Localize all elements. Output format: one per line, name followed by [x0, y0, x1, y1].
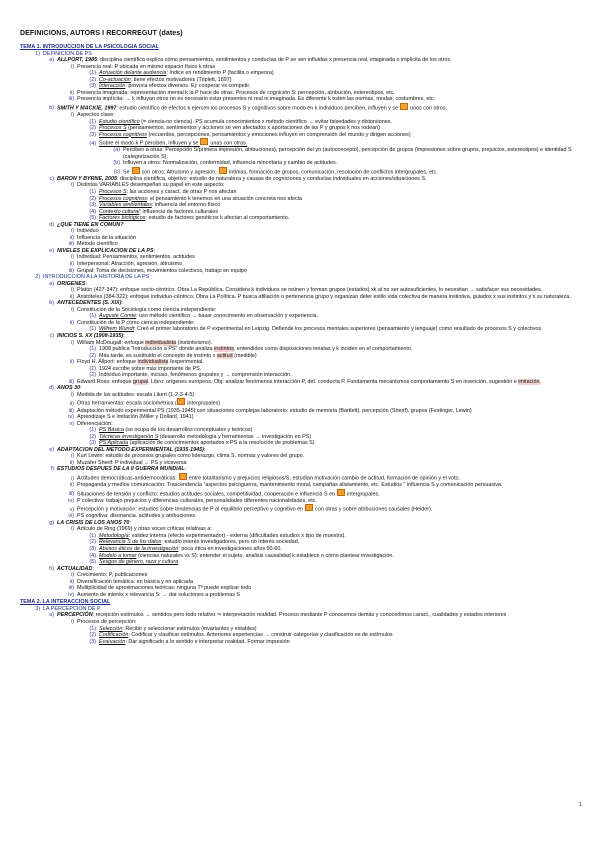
outline-marker: ii) — [69, 261, 74, 267]
outline-text: : — [123, 333, 125, 340]
relation-icon — [219, 167, 227, 174]
outline-text: : validez interna (efecto experimentador) - externa (dificultades estudios x tipo de muestra). — [128, 532, 346, 539]
outline-text: : poca ética en investigaciones años 50-60. — [178, 545, 282, 552]
outline-text: : — [203, 446, 206, 453]
outline-text: . Libro: orígenes europeos. Obj: analizar fenómenos interacción P, det. conducta P. Fundamenta mecanismos comportamiento S en invención, sugestión e — [148, 378, 519, 385]
outline-text: Sobre el modo k P perciben, influyen y se — [99, 140, 200, 147]
outline-marker: i) — [71, 391, 74, 398]
outline-text: Crecimiento: P, publicaciones — [77, 572, 148, 579]
outline-text: Modelo a tomar — [99, 552, 137, 559]
outline-text: INTRODUCCIÓN A LA HISTORIA DE LA PS — [43, 274, 150, 281]
outline-marker: (1) — [89, 346, 96, 353]
outline-text: Influyen a otros: Normalización, conformidad, influencia minoritaria y cambio de actitudes. — [123, 160, 338, 167]
outline-text: ADAPTACIÓN DEL MÉTODO EXPERIMENTAL (1935-1945) — [57, 446, 204, 453]
outline-text: Medida de las actitudes: escala Likert (1-2-3-4-5) — [77, 391, 195, 398]
relation-icon — [177, 398, 185, 405]
outline-text: : — [184, 466, 187, 473]
outline-text: Grupal: Toma de decisiones, movimientos colectivos, trabajo en equipo — [77, 267, 247, 274]
outline-marker: (c) — [113, 169, 120, 176]
outline-item — [20, 103, 586, 112]
outline-text: Selección — [99, 625, 123, 632]
outline-text: : uso método científico → basar conocimiento en observación y experiencia. — [136, 313, 319, 320]
outline-text: , entendidos como disposiciones innatas y k inciden en el comportamiento. — [233, 346, 413, 353]
outline-marker: (3) — [89, 545, 96, 552]
outline-text: : — [153, 247, 156, 254]
outline-text: TEMA 2. LA INTERACCIÓN SOCIAL — [20, 599, 111, 606]
outline-marker: a) — [49, 280, 54, 287]
outline-marker: i) — [71, 475, 74, 482]
outline-marker: (1) — [89, 313, 96, 320]
outline-text: Procesos cognitivos — [99, 195, 147, 202]
outline-text: individualista — [137, 359, 169, 366]
outline-marker: vi) — [68, 513, 74, 520]
outline-text: Interacción — [99, 83, 126, 90]
outline-text: : — [92, 565, 94, 572]
outline-marker: v) — [69, 420, 74, 427]
outline-text: : — [129, 519, 131, 526]
outline-text: LA CRISIS DE LOS AÑOS 70 — [57, 519, 130, 526]
outline-text: 1908 publica "Introducción a PS" donde analiza — [99, 346, 215, 353]
outline-marker: (1) — [89, 326, 96, 333]
outline-marker: 1) — [35, 50, 40, 57]
outline-marker: f) — [50, 466, 54, 473]
outline-text: Wilhem Wundt — [99, 326, 134, 333]
outline-text: unas con otras. — [208, 140, 248, 147]
outline-marker: (3) — [89, 131, 96, 138]
outline-text: DEFINICIÓN DE PS — [43, 50, 92, 57]
outline-text: Kurt Lewin: estudio de procesos grupales como liderazgo, clima S, normas y valores del grupo. — [77, 453, 305, 460]
outline-marker: (2) — [89, 632, 96, 639]
outline-text: Actitudes democráticas-antidemocráticas: — [77, 475, 179, 482]
outline-text: Co-actuación — [99, 76, 131, 83]
outline-text: : las acciones y caract. de otras P nos afectan — [126, 188, 237, 195]
outline-text: : influencia del entorno físico — [151, 202, 221, 209]
outline-marker: i) — [71, 339, 74, 346]
outline-text: Constitución de la P como ciencia independiente: — [77, 319, 195, 326]
outline-marker: i) — [71, 182, 74, 189]
outline-text: : estudio científico de efectos k ejercen los procesos S y cognitivos sobre modo en k individuos perciben, influyen y se — [116, 105, 400, 112]
outline-text: : estudio de factores genéticos k afectan al comportamiento. — [145, 215, 290, 222]
outline-text: íntimas, formación de grupos, comunicación, resolución de conflictos intergrupales, etc. — [227, 169, 438, 176]
outline-item — [20, 489, 586, 498]
document-body — [20, 44, 586, 645]
outline-text: Auguste Comte — [99, 313, 137, 320]
outline-marker: (1) — [89, 625, 96, 632]
outline-text: William McDougall: enfoque — [77, 339, 146, 346]
outline-text: : provoca efectos diversos. Ej: cooperar vs competir. — [125, 83, 251, 90]
outline-marker: (b) — [113, 160, 120, 167]
document-title: DEFINICIONS, AUTORS I RECORREGUT (dates) — [20, 30, 183, 37]
outline-marker: i) — [71, 453, 74, 460]
outline-text: : tiene efectos motivadores (Triplett, 1897) — [130, 76, 232, 83]
page-number: 1 — [578, 802, 582, 808]
outline-marker: i) — [71, 287, 74, 294]
outline-text: Relevancia S de los datos — [99, 539, 162, 546]
outline-text: AÑOS 30 — [57, 385, 81, 392]
outline-text: Influencia de la situación — [77, 234, 137, 241]
outline-text: SMITH Y MACKIE, 1997 — [57, 105, 117, 112]
outline-marker: iii) — [68, 491, 74, 498]
outline-marker: (5) — [89, 559, 96, 566]
outline-marker: (3) — [89, 440, 96, 447]
outline-text: Situaciones de tensión y conflicto: estudios actitudes sociales, competitividad, cooperación e influencia S en — [77, 491, 337, 498]
outline-marker: (1) — [89, 532, 96, 539]
outline-text: (ciencias naturales vs S): entender el sujeto, analisis causalidad k establece o cómo plantear investigación. — [136, 552, 394, 559]
outline-text: grupal — [133, 378, 149, 385]
outline-marker: ii) — [69, 293, 74, 300]
outline-text: Diversificación temática: en básica y en aplicada — [77, 578, 193, 585]
outline-text: Estudio científico — [99, 118, 140, 125]
outline-item — [20, 147, 586, 160]
outline-marker: (2) — [89, 76, 96, 83]
outline-text: Aspectos clave: — [77, 111, 115, 118]
outline-marker: e) — [49, 446, 54, 453]
outline-text: actitud — [216, 352, 233, 359]
outline-text: /experimental. — [168, 359, 204, 366]
outline-text: imitación — [518, 378, 540, 385]
outline-marker: a) — [49, 612, 54, 619]
outline-text: Diferenciación: — [77, 420, 113, 427]
outline-text: : Codificar y clasificar estímulos. Anteriores experiencias → construir categorías y clasificación es de estímulos — [128, 632, 393, 639]
outline-text: P colectiva: trabajo prejuicios y diferencias culturales, personalidades diferentes nacionalidades, etc. — [77, 497, 317, 504]
relation-icon — [337, 489, 345, 496]
outline-marker: b) — [49, 300, 54, 307]
outline-marker: ii) — [69, 400, 74, 407]
outline-text: : recepción estímulos → sentidos pero todo relativo ⇒ interpretación realidad. Proceso mediante P conocemos demás y conocerlimos caract., cualidades y estados interiores — [92, 612, 507, 619]
outline-text: Individuo — [77, 228, 99, 235]
outline-text: (instintivismo). — [176, 339, 213, 346]
outline-text: Técnicas investigación S — [99, 433, 159, 440]
outline-marker: i) — [71, 254, 74, 261]
outline-text: con otras y sobre atribuciones causales (Heider). — [313, 506, 433, 513]
outline-text: (medible) — [232, 352, 257, 359]
outline-text: intergrupales. — [345, 491, 380, 498]
outline-text: BARON Y BYRNE, 2005 — [57, 175, 118, 182]
outline-item — [20, 167, 586, 176]
outline-marker: d) — [49, 221, 54, 228]
outline-text: Contexto cultural — [99, 208, 140, 215]
outline-marker: (2) — [89, 433, 96, 440]
outline-marker: iii) — [68, 241, 74, 248]
outline-text: intergrupales) — [185, 400, 221, 407]
outline-marker: d) — [49, 385, 54, 392]
outline-marker: (2) — [89, 125, 96, 132]
outline-marker: (4) — [89, 208, 96, 215]
outline-text: Procesos S — [99, 188, 127, 195]
outline-text: Propaganda y medios comunicación: Trascendencia "aspectos psicoguerra, mantenimiento moral, campañas alistamiento, etc. Estudios " influencia S y comunicación persuasiva. — [77, 482, 503, 489]
outline-text: (recuerdos, percepciones, pensamientos y emociones influyen en comprensión del mundo y dirigen acciones) — [146, 131, 411, 138]
outline-marker: (2) — [89, 372, 96, 379]
outline-text: Individual: Pensamientos, sentimientos, actitudes — [77, 254, 195, 261]
outline-marker: (a) — [113, 147, 120, 154]
outline-text: Multiplicidad de aproximaciones teóricas: ninguna Tª puede explicar todo — [77, 585, 252, 592]
outline-text: Aumento de interés x relevancia S: → dar soluciones a problemas S — [77, 591, 241, 598]
outline-item — [20, 504, 586, 513]
outline-text: Individuo importante, incluso, fenómenos grupales y → comprensión interacción. — [99, 372, 292, 379]
outline-text: PS Aplicada — [99, 440, 129, 447]
outline-marker: (5) — [89, 215, 96, 222]
outline-text: Evaluación — [99, 638, 126, 645]
outline-marker: i) — [71, 111, 74, 118]
outline-text: con otros: Altruismo y agresión, — [140, 169, 219, 176]
outline-text: PS Básica — [99, 427, 124, 434]
outline-text: (pensamientos, sentimientos y acciones se ven afectados x aportaciones de las P y grupos k nos rodean) — [126, 125, 380, 132]
outline-item — [20, 138, 586, 147]
outline-marker: i) — [71, 572, 74, 579]
outline-text: ALLPORT, 1985 — [57, 57, 97, 64]
relation-icon — [132, 167, 140, 174]
outline-marker: (3) — [89, 83, 96, 90]
outline-text: (aplicación de conocimientos aportados x PS a la resolución de problemas S) — [128, 440, 315, 447]
outline-text: ANTECEDENTES (S. XIX) — [57, 300, 122, 307]
outline-text: : — [80, 385, 82, 392]
outline-text: Aristóteles (384-322): enfoque individuo-céntrico. Obra La Política. P busca afiliación o pertenencia grupo y organizan deter estilo vida colectiva de manera instintiva, guiados x sus instintos y x su naturaleza. — [77, 293, 571, 300]
outline-marker: (1) — [89, 188, 96, 195]
outline-text: Presencia imaginada: representación mental k la P hace de otras. Procesos de cognición S: percepción, atribución, estereotipos, etc. — [77, 89, 395, 96]
outline-text: entre totalitarismo y prejuicios religiosos/S, estudian motivación cambio de actitud, formación de opinión y el voto. — [187, 475, 460, 482]
outline-text: : el pensamiento k tenemos en una situación concreta nos afecta — [146, 195, 303, 202]
outline-text: : influencia de factores culturales — [139, 208, 218, 215]
outline-marker: c) — [49, 333, 54, 340]
outline-marker: iv) — [68, 591, 74, 598]
outline-text: Edward Ross: enfoque — [77, 378, 134, 385]
outline-item — [20, 482, 586, 489]
outline-marker: i) — [71, 228, 74, 235]
outline-text: Constitución de la Sociología como ciencia independiente: — [77, 306, 217, 313]
outline-text: LA PERCEPCIÓN DE P — [43, 605, 101, 612]
outline-marker: (2) — [89, 539, 96, 546]
outline-marker: (1) — [89, 427, 96, 434]
outline-marker: (2) — [89, 352, 96, 359]
outline-text: Método científico — [77, 241, 118, 248]
outline-text: Actuación delante audiencia — [99, 70, 167, 77]
outline-marker: c) — [49, 175, 54, 182]
outline-marker: iii) — [68, 407, 74, 414]
outline-marker: i) — [71, 618, 74, 625]
outline-text: Abusos éticos de la investigación — [99, 545, 179, 552]
outline-text: Metodología — [99, 532, 129, 539]
outline-marker: g) — [49, 519, 54, 526]
outline-text: Presencia real: P ubicada en mismo espacio físico k otras — [77, 63, 216, 70]
outline-marker: (1) — [89, 70, 96, 77]
outline-marker: 2) — [35, 274, 40, 281]
outline-text: Distintas VARIABLES desempeñan su papel en este aspecto: — [77, 182, 225, 189]
outline-text: : estudio interés investigadores, pero no interés sociedad. — [161, 539, 300, 546]
outline-text: Adaptación método experimental PS (1935-1945) con situaciones complejas laboratorio: estudio de memoria (Bartlett), percepción (Sherif), grupos (Festinger, Lewin) — [77, 407, 472, 414]
outline-text: : disciplina científica, objetivo: estudio de naturaleza y causas de cogniciones y conductas individuales en acciones/situaciones S. — [117, 175, 427, 182]
outline-text: (desarrollo metodología y herramientas → investigación en PS) — [158, 433, 312, 440]
outline-text: Codificación — [99, 632, 129, 639]
relation-icon — [179, 473, 187, 480]
outline-text: Presencia implícita: → k influyan otros no es necesario estar presentes ni real ni imaginada. Es diferente k esten las normas, modas, costumbres, etc. — [77, 96, 436, 103]
outline-marker: (4) — [89, 552, 96, 559]
outline-text: Factores biológicos — [99, 215, 146, 222]
outline-marker: ii) — [69, 359, 74, 366]
outline-text: : índice en rendimiento P (facilita o empeora) — [166, 70, 274, 77]
outline-marker: ii) — [69, 578, 74, 585]
outline-marker: iii) — [68, 585, 74, 592]
outline-text: . — [539, 378, 542, 385]
outline-text: : Dar significado a lo sentido e interpretar realidad. Formar impresión — [125, 638, 290, 645]
outline-text: Otras herramientas: escala sociométrica ( — [77, 400, 177, 407]
outline-marker: e) — [49, 247, 54, 254]
outline-text: Procesos S — [99, 125, 127, 132]
outline-marker: i) — [71, 526, 74, 533]
outline-text: instintos — [214, 346, 234, 353]
outline-text: TEMA 1. INTRODUCCIÓN DE LA PSICOLOGÍA SOCIAL — [20, 44, 159, 50]
outline-text: individualista — [145, 339, 177, 346]
outline-text: Procesos de percepción: — [77, 618, 137, 625]
outline-marker: i) — [71, 63, 74, 70]
outline-marker: ii) — [69, 319, 74, 326]
outline-marker: a) — [49, 57, 54, 64]
outline-text: PS cognitiva: disonancia. actitudes y atribuciones. — [77, 513, 197, 520]
outline-text: (se ocupa de los desarrollos conceptuales y teóricos) — [123, 427, 253, 434]
outline-marker: ii) — [69, 459, 74, 466]
outline-text: Interpersonal: Atracción, agresión, altruismo — [77, 261, 183, 267]
relation-icon — [400, 103, 408, 110]
outline-item — [20, 398, 586, 407]
outline-marker: v) — [69, 506, 74, 513]
outline-marker: (3) — [89, 202, 96, 209]
outline-marker: iii) — [68, 378, 74, 385]
outline-marker: h) — [49, 565, 54, 572]
outline-marker: ii) — [69, 89, 74, 96]
outline-marker: b) — [49, 105, 54, 112]
outline-text: Variables ambientales — [99, 202, 152, 209]
outline-text: Procesos cognitivos — [99, 131, 147, 138]
outline-item — [20, 592, 586, 599]
outline-text: Se — [123, 169, 132, 176]
outline-text: Perciben a otras: Percepción S/primera impresión, atribuciones), percepción del yo (autoconcepto), percepción de grupos (impresiones sobre grupos, prejuicios, estereotipos) e identidad S (categorización S). — [123, 147, 572, 160]
outline-item — [20, 639, 586, 646]
outline-text: : disciplina científica explica cómo pensamientos, sentimientos y conductas de P se ven influidas x presencia real, imaginada o implícita de los otros. — [96, 57, 452, 64]
outline-text: Aprendizaje S e imitación (Miller y Dollard, 1941) — [77, 414, 194, 421]
outline-text: Artículo de Ring (1969) y otras voces críticas relativas a: — [77, 526, 212, 533]
outline-text: ACTUALIDAD — [57, 565, 93, 572]
outline-text: Floyd H. Allport: enfoque — [77, 359, 138, 366]
outline-text: PERCEPCIÓN — [57, 612, 93, 619]
outline-item — [20, 379, 586, 386]
relation-icon — [200, 138, 208, 145]
outline-text: ORIGENES — [57, 280, 86, 287]
outline-marker: (4) — [89, 140, 96, 147]
outline-text: ¿QUÉ TIENE EN COMÚN? — [57, 221, 124, 228]
outline-text: Platón (427-347): enfoque socio-céntrico. Obra La República. Considera k individuos se reúnen y forman grupos (estados) xk al no ser autosuficientes, lo necesitan → satisfacer sus necesidades. — [77, 287, 543, 294]
outline-text: (= ciencia-no ciencia). PS acumula conocimientos x método científico → evitar falsedades y distorsiones. — [139, 118, 392, 125]
outline-marker: i) — [71, 306, 74, 313]
outline-marker: (3) — [89, 638, 96, 645]
outline-marker: iv) — [68, 497, 74, 504]
outline-marker: ii) — [69, 234, 74, 241]
outline-marker: 3) — [35, 605, 40, 612]
outline-marker: ii) — [69, 482, 74, 489]
outline-text: : Creó el primer laboratorio de P experimental en Leipzig. Defiende los procesos mentales superiores (pensamiento y lenguaje) como resultado de procesos S y colectivos. — [134, 326, 543, 333]
outline-text: unos con otros. — [408, 105, 447, 112]
outline-text: Muzafer Sherif: P individual → PS y viceversa — [77, 459, 187, 466]
outline-marker: (1) — [89, 118, 96, 125]
outline-marker: iv) — [68, 414, 74, 421]
outline-text: Percepción y motivación: estudios sobre tendencias de P al equilibrio perceptivo y cognitivo en — [77, 506, 305, 513]
outline-marker: iii) — [68, 96, 74, 103]
outline-text: NIVELES DE EXPLICACIÓN DE LA PS — [57, 247, 154, 254]
outline-text: ESTUDIOS DESPUÉS DE LA II GUERRA MUNDIAL — [57, 466, 185, 473]
outline-text: 1924 escribe sobre más importante de PS. — [99, 365, 202, 372]
outline-text: Sesgos de género, raza y cultura — [99, 559, 179, 566]
outline-text: Más tarde, es sustituido el concepto de instinto x — [99, 352, 217, 359]
outline-marker: (1) — [89, 365, 96, 372]
outline-marker: (2) — [89, 195, 96, 202]
outline-marker: iii) — [68, 267, 74, 274]
relation-icon — [305, 504, 313, 511]
outline-text: : — [85, 280, 87, 287]
outline-text: INICIOS S. XX (1908-1935) — [57, 333, 124, 340]
outline-item — [20, 473, 586, 482]
outline-text: : Recibir y seleccionar estímulos (invariantes y estables) — [122, 625, 257, 632]
outline-text: : — [121, 300, 123, 307]
